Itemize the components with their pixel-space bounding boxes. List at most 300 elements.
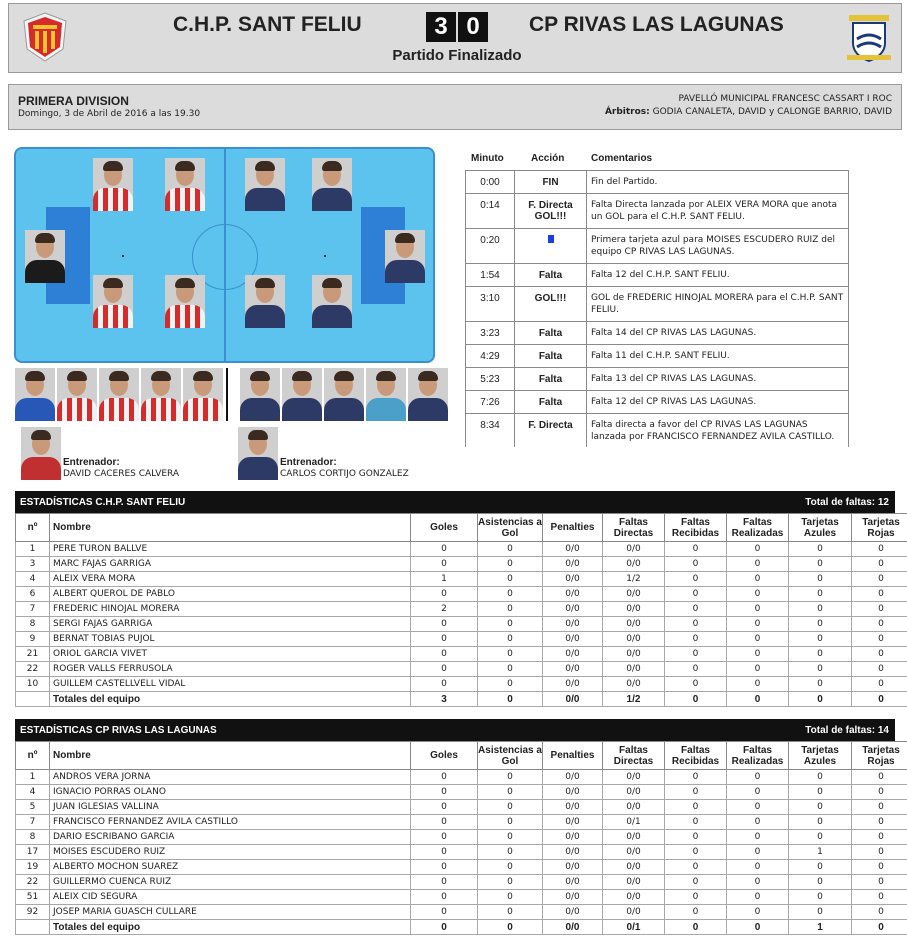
total-cell-received: 0: [665, 692, 727, 707]
stat-cell-name: ALEIX VERA MORA: [50, 572, 411, 587]
away-player-photo[interactable]: [245, 158, 285, 211]
event-action: F. Directa: [515, 414, 587, 448]
stat-cell-num: 3: [16, 557, 50, 572]
stat-cell-red: 0: [852, 587, 907, 602]
bench-divider: [226, 368, 228, 421]
photo-part: [238, 457, 278, 480]
photo-part: [240, 398, 280, 421]
home-coach-photo[interactable]: [21, 427, 61, 480]
stat-cell-num: 7: [16, 815, 50, 830]
photo-part: [57, 398, 97, 421]
stat-cell-goals: 0: [411, 677, 478, 692]
event-minute: 8:34: [466, 414, 515, 448]
stat-cell-penalties: 0/0: [543, 587, 603, 602]
stat-cell-committed: 0: [727, 875, 789, 890]
stat-cell-num: 51: [16, 890, 50, 905]
stat-cell-blue: 0: [789, 587, 852, 602]
stat-cell-direct: 0/0: [603, 845, 665, 860]
photo-part: [324, 398, 364, 421]
stat-cell-received: 0: [665, 770, 727, 785]
stat-cell-committed: 0: [727, 557, 789, 572]
away-player-photo[interactable]: [245, 275, 285, 328]
stat-cell-blue: 0: [789, 890, 852, 905]
player-stats-row[interactable]: [16, 860, 907, 875]
player-stats-row[interactable]: [16, 905, 907, 920]
stat-cell-committed: 0: [727, 905, 789, 920]
stat-cell-red: 0: [852, 677, 907, 692]
photo-part: [193, 371, 213, 381]
home-coach-label: Entrenador:: [63, 457, 120, 468]
stat-cell-blue: 0: [789, 557, 852, 572]
photo-part: [250, 371, 270, 381]
player-stats-row[interactable]: [16, 800, 907, 815]
stat-cell-assists: 0: [478, 572, 543, 587]
stat-cell-name: IGNACIO PORRAS OLANO: [50, 785, 411, 800]
photo-part: [366, 398, 406, 421]
stat-cell-assists: 0: [478, 890, 543, 905]
stat-cell-goals: 1: [411, 572, 478, 587]
away-player-photo[interactable]: [312, 275, 352, 328]
photo-part: [151, 371, 171, 381]
action-header: Acción: [531, 153, 565, 164]
home-stats-table: [15, 513, 907, 707]
stat-cell-goals: 0: [411, 662, 478, 677]
home-player-photo[interactable]: [93, 158, 133, 211]
photo-part: [67, 371, 87, 381]
stat-cell-penalties: 0/0: [543, 890, 603, 905]
event-comment: Primera tarjeta azul para MOISES ESCUDERO RUIZ del equipo CP RIVAS LAS LAGUNAS.: [587, 229, 849, 264]
photo-part: [292, 371, 312, 381]
photo-part: [312, 188, 352, 211]
stat-cell-blue: 0: [789, 875, 852, 890]
stat-cell-committed: 0: [727, 860, 789, 875]
home-team-name: C.H.P. SANT FELIU: [173, 13, 362, 36]
total-cell-red: 0: [852, 920, 907, 935]
stat-cell-assists: 0: [478, 557, 543, 572]
stat-cell-num: 22: [16, 875, 50, 890]
stat-cell-received: 0: [665, 800, 727, 815]
photo-part: [93, 188, 133, 211]
total-cell-penalties: 0/0: [543, 920, 603, 935]
stat-cell-penalties: 0/0: [543, 662, 603, 677]
stat-cell-direct: 0/0: [603, 905, 665, 920]
stat-cell-name: ALBERTO MOCHON SUAREZ: [50, 860, 411, 875]
stat-cell-committed: 0: [727, 890, 789, 905]
column-header-assists: Asistencias a Gol: [478, 742, 543, 770]
stat-cell-assists: 0: [478, 587, 543, 602]
total-cell-penalties: 0/0: [543, 692, 603, 707]
column-header-goals: Goles: [411, 514, 478, 542]
bench-player-photo[interactable]: [99, 368, 139, 421]
total-cell-num: [16, 692, 50, 707]
stat-cell-assists: 0: [478, 830, 543, 845]
stat-cell-penalties: 0/0: [543, 905, 603, 920]
stats-header-row: [16, 742, 907, 770]
stat-cell-received: 0: [665, 830, 727, 845]
home-coach-name: DAVID CACERES CALVERA: [63, 469, 180, 479]
stat-cell-name: ORIOL GARCIA VIVET: [50, 647, 411, 662]
court-marking: [122, 255, 124, 257]
away-coach-label: Entrenador:: [280, 457, 337, 468]
photo-part: [255, 278, 275, 288]
stat-cell-red: 0: [852, 617, 907, 632]
stat-cell-name: PERE TURON BALLVE: [50, 542, 411, 557]
stat-cell-received: 0: [665, 677, 727, 692]
stat-cell-direct: 0/0: [603, 662, 665, 677]
player-stats-row[interactable]: [16, 845, 907, 860]
stat-cell-direct: 0/0: [603, 587, 665, 602]
bench-player-photo[interactable]: [282, 368, 322, 421]
stat-cell-name: JUAN IGLESIAS VALLINA: [50, 800, 411, 815]
stat-cell-name: MOISES ESCUDERO RUIZ: [50, 845, 411, 860]
column-header-red: Tarjetas Rojas: [852, 742, 907, 770]
photo-part: [175, 278, 195, 288]
stat-cell-red: 0: [852, 845, 907, 860]
timeline-row: [466, 345, 849, 368]
stat-cell-blue: 0: [789, 617, 852, 632]
timeline-row: [466, 229, 849, 264]
player-stats-row[interactable]: [16, 632, 907, 647]
player-stats-row[interactable]: [16, 785, 907, 800]
stat-cell-received: 0: [665, 845, 727, 860]
photo-part: [175, 161, 195, 171]
stat-cell-blue: 0: [789, 632, 852, 647]
event-minute: 7:26: [466, 391, 515, 414]
court-marking: [324, 255, 326, 257]
photo-part: [282, 398, 322, 421]
stat-cell-penalties: 0/0: [543, 647, 603, 662]
event-comment: GOL de FREDERIC HINOJAL MORERA para el C.H.P. SANT FELIU.: [587, 287, 849, 322]
photo-part: [245, 305, 285, 328]
stat-cell-committed: 0: [727, 617, 789, 632]
stat-cell-goals: 0: [411, 860, 478, 875]
stat-cell-goals: 0: [411, 815, 478, 830]
stat-cell-red: 0: [852, 830, 907, 845]
timeline-row: [466, 287, 849, 322]
photo-part: [248, 430, 268, 440]
referees: [605, 107, 892, 117]
player-stats-row[interactable]: [16, 815, 907, 830]
stat-cell-blue: 0: [789, 800, 852, 815]
event-action: Falta: [515, 368, 587, 391]
away-coach-photo[interactable]: [238, 427, 278, 480]
stat-cell-blue: 0: [789, 830, 852, 845]
stat-cell-direct: 0/0: [603, 800, 665, 815]
column-header-received: Faltas Recibidas: [665, 514, 727, 542]
stat-cell-red: 0: [852, 557, 907, 572]
stat-cell-blue: 0: [789, 905, 852, 920]
total-cell-blue: 0: [789, 692, 852, 707]
photo-part: [312, 305, 352, 328]
bench-player-photo[interactable]: [57, 368, 97, 421]
stat-cell-committed: 0: [727, 542, 789, 557]
stat-cell-num: 21: [16, 647, 50, 662]
stat-cell-received: 0: [665, 875, 727, 890]
column-header-committed: Faltas Realizadas: [727, 514, 789, 542]
stat-cell-direct: 0/1: [603, 815, 665, 830]
stat-cell-committed: 0: [727, 572, 789, 587]
stat-cell-goals: 2: [411, 602, 478, 617]
photo-part: [385, 260, 425, 283]
blue-card-icon: [548, 235, 554, 243]
stat-cell-name: ALBERT QUEROL DE PABLO: [50, 587, 411, 602]
photo-part: [376, 371, 396, 381]
stat-cell-committed: 0: [727, 662, 789, 677]
player-stats-row[interactable]: [16, 587, 907, 602]
stat-cell-num: 17: [16, 845, 50, 860]
event-action: Falta: [515, 264, 587, 287]
photo-part: [245, 188, 285, 211]
column-header-assists: Asistencias a Gol: [478, 514, 543, 542]
stat-cell-blue: 1: [789, 845, 852, 860]
stat-cell-direct: 0/0: [603, 770, 665, 785]
stat-cell-name: BERNAT TOBIAS PUJOL: [50, 632, 411, 647]
stat-cell-num: 22: [16, 662, 50, 677]
stat-cell-penalties: 0/0: [543, 617, 603, 632]
home-stats-title: ESTADÍSTICAS C.H.P. SANT FELIU: [20, 497, 186, 508]
photo-part: [418, 371, 438, 381]
timeline-row: [466, 414, 849, 448]
match-timeline[interactable]: [465, 150, 850, 447]
stat-cell-received: 0: [665, 905, 727, 920]
timeline-row: [466, 391, 849, 414]
home-player-photo[interactable]: [165, 158, 205, 211]
player-stats-row[interactable]: [16, 542, 907, 557]
away-stats-bar: [15, 719, 895, 741]
player-stats-row[interactable]: [16, 662, 907, 677]
photo-part: [109, 371, 129, 381]
stat-cell-committed: 0: [727, 587, 789, 602]
total-cell-direct: 1/2: [603, 692, 665, 707]
stat-cell-received: 0: [665, 890, 727, 905]
stat-cell-blue: 0: [789, 677, 852, 692]
column-header-committed: Faltas Realizadas: [727, 742, 789, 770]
stat-cell-penalties: 0/0: [543, 677, 603, 692]
home-player-photo[interactable]: [165, 275, 205, 328]
stat-cell-direct: 0/0: [603, 860, 665, 875]
column-header-penalties: Penalties: [543, 514, 603, 542]
bench-player-photo[interactable]: [141, 368, 181, 421]
column-header-num: nº: [16, 742, 50, 770]
stat-cell-direct: 0/0: [603, 617, 665, 632]
event-action: F. Directa GOL!!!: [515, 194, 587, 229]
stat-cell-name: FRANCISCO FERNANDEZ AVILA CASTILLO: [50, 815, 411, 830]
stat-cell-blue: 0: [789, 785, 852, 800]
stat-cell-assists: 0: [478, 770, 543, 785]
stat-cell-goals: 0: [411, 647, 478, 662]
photo-part: [25, 371, 45, 381]
photo-part: [334, 371, 354, 381]
photo-part: [103, 161, 123, 171]
stat-cell-num: 7: [16, 602, 50, 617]
timeline-row: [466, 368, 849, 391]
stat-cell-goals: 0: [411, 845, 478, 860]
player-stats-row[interactable]: [16, 617, 907, 632]
event-action: FIN: [515, 171, 587, 194]
stat-cell-num: 5: [16, 800, 50, 815]
stat-cell-name: SERGI FAJAS GARRIGA: [50, 617, 411, 632]
away-coach-name: CARLOS CORTIJO GONZALEZ: [280, 469, 409, 479]
bench-player-photo[interactable]: [408, 368, 448, 421]
home-total-fouls: Total de faltas: 12: [805, 497, 889, 508]
court-lineup: [14, 147, 435, 363]
stat-cell-goals: 0: [411, 557, 478, 572]
player-stats-row[interactable]: [16, 830, 907, 845]
timeline-row: [466, 322, 849, 345]
stat-cell-penalties: 0/0: [543, 845, 603, 860]
player-stats-row[interactable]: [16, 647, 907, 662]
stat-cell-direct: 0/0: [603, 602, 665, 617]
column-header-penalties: Penalties: [543, 742, 603, 770]
stat-cell-penalties: 0/0: [543, 875, 603, 890]
player-stats-row[interactable]: [16, 890, 907, 905]
stat-cell-num: 1: [16, 770, 50, 785]
player-stats-row[interactable]: [16, 557, 907, 572]
total-cell-direct: 0/1: [603, 920, 665, 935]
bench-player-photo[interactable]: [324, 368, 364, 421]
stat-cell-num: 8: [16, 617, 50, 632]
stat-cell-blue: 0: [789, 602, 852, 617]
stat-cell-direct: 0/0: [603, 830, 665, 845]
bench-player-photo[interactable]: [183, 368, 223, 421]
photo-part: [93, 305, 133, 328]
stat-cell-direct: 0/0: [603, 677, 665, 692]
timeline-row: [466, 171, 849, 194]
stat-cell-goals: 0: [411, 785, 478, 800]
photo-part: [408, 398, 448, 421]
stat-cell-committed: 0: [727, 677, 789, 692]
total-cell-name: Totales del equipo: [50, 920, 411, 935]
total-cell-blue: 1: [789, 920, 852, 935]
stat-cell-goals: 0: [411, 890, 478, 905]
total-cell-red: 0: [852, 692, 907, 707]
player-stats-row[interactable]: [16, 875, 907, 890]
minute-header: Minuto: [471, 153, 504, 164]
photo-part: [183, 398, 223, 421]
total-cell-num: [16, 920, 50, 935]
stat-cell-penalties: 0/0: [543, 602, 603, 617]
stat-cell-goals: 0: [411, 587, 478, 602]
stat-cell-assists: 0: [478, 632, 543, 647]
stat-cell-assists: 0: [478, 647, 543, 662]
match-status: Partido Finalizado: [392, 47, 522, 64]
stat-cell-direct: 0/0: [603, 785, 665, 800]
match-date: Domingo, 3 de Abril de 2016 a las 19.30: [18, 109, 201, 119]
away-goalkeeper-photo[interactable]: [385, 230, 425, 283]
event-minute: 4:29: [466, 345, 515, 368]
stat-cell-goals: 0: [411, 905, 478, 920]
stat-cell-direct: 0/0: [603, 542, 665, 557]
referees-label: Árbitros:: [604, 107, 650, 117]
player-stats-row[interactable]: [16, 770, 907, 785]
home-score: 3: [426, 12, 456, 42]
stat-cell-received: 0: [665, 785, 727, 800]
event-comment: Falta 11 del C.H.P. SANT FELIU.: [587, 345, 849, 368]
stat-cell-goals: 0: [411, 800, 478, 815]
away-team-name: CP RIVAS LAS LAGUNAS: [529, 13, 784, 36]
away-player-photo[interactable]: [312, 158, 352, 211]
stat-cell-assists: 0: [478, 617, 543, 632]
stat-cell-direct: 0/0: [603, 632, 665, 647]
team-totals-row: [16, 920, 907, 935]
away-score: 0: [458, 12, 488, 42]
event-minute: 0:14: [466, 194, 515, 229]
stat-cell-num: 19: [16, 860, 50, 875]
total-cell-committed: 0: [727, 692, 789, 707]
stat-cell-assists: 0: [478, 800, 543, 815]
player-stats-row[interactable]: [16, 677, 907, 692]
stat-cell-red: 0: [852, 572, 907, 587]
stat-cell-received: 0: [665, 632, 727, 647]
comments-header: Comentarios: [591, 153, 653, 164]
bench-player-photo[interactable]: [240, 368, 280, 421]
stat-cell-blue: 0: [789, 542, 852, 557]
stat-cell-name: JOSEP MARIA GUASCH CULLARE: [50, 905, 411, 920]
event-comment: Falta Directa lanzada por ALEIX VERA MORA que anota un GOL para el C.H.P. SANT FELIU.: [587, 194, 849, 229]
match-header: [8, 3, 902, 73]
photo-part: [165, 305, 205, 328]
event-comment: Falta 13 del CP RIVAS LAS LAGUNAS.: [587, 368, 849, 391]
stat-cell-assists: 0: [478, 815, 543, 830]
stat-cell-goals: 0: [411, 770, 478, 785]
column-header-blue: Tarjetas Azules: [789, 742, 852, 770]
home-crest-icon: [19, 11, 71, 63]
stat-cell-assists: 0: [478, 905, 543, 920]
photo-part: [255, 161, 275, 171]
stat-cell-goals: 0: [411, 617, 478, 632]
stat-cell-assists: 0: [478, 602, 543, 617]
column-header-direct: Faltas Directas: [603, 742, 665, 770]
event-comment: Fin del Partido.: [587, 171, 849, 194]
event-action: Falta: [515, 345, 587, 368]
column-header-red: Tarjetas Rojas: [852, 514, 907, 542]
player-stats-row[interactable]: [16, 572, 907, 587]
stat-cell-goals: 0: [411, 875, 478, 890]
stat-cell-red: 0: [852, 890, 907, 905]
player-stats-row[interactable]: [16, 602, 907, 617]
bench-player-photo[interactable]: [366, 368, 406, 421]
home-goalkeeper-photo[interactable]: [25, 230, 65, 283]
stat-cell-red: 0: [852, 905, 907, 920]
stat-cell-committed: 0: [727, 602, 789, 617]
stat-cell-received: 0: [665, 662, 727, 677]
stat-cell-blue: 0: [789, 860, 852, 875]
stat-cell-received: 0: [665, 572, 727, 587]
bench-player-photo[interactable]: [15, 368, 55, 421]
match-info: [8, 84, 902, 130]
home-player-photo[interactable]: [93, 275, 133, 328]
stat-cell-received: 0: [665, 617, 727, 632]
away-crest-icon: [843, 11, 895, 63]
stat-cell-assists: 0: [478, 542, 543, 557]
stat-cell-name: ANDROS VERA JORNA: [50, 770, 411, 785]
timeline-row: [466, 264, 849, 287]
stat-cell-red: 0: [852, 647, 907, 662]
photo-part: [99, 398, 139, 421]
stat-cell-committed: 0: [727, 845, 789, 860]
stat-cell-name: ALEIX CID SEGURA: [50, 890, 411, 905]
photo-part: [15, 398, 55, 421]
stat-cell-penalties: 0/0: [543, 815, 603, 830]
event-minute: 0:20: [466, 229, 515, 264]
total-cell-assists: 0: [478, 692, 543, 707]
column-header-goals: Goles: [411, 742, 478, 770]
stat-cell-goals: 0: [411, 632, 478, 647]
away-stats-table: [15, 741, 907, 935]
column-header-name: Nombre: [50, 742, 411, 770]
photo-part: [322, 278, 342, 288]
photo-part: [141, 398, 181, 421]
